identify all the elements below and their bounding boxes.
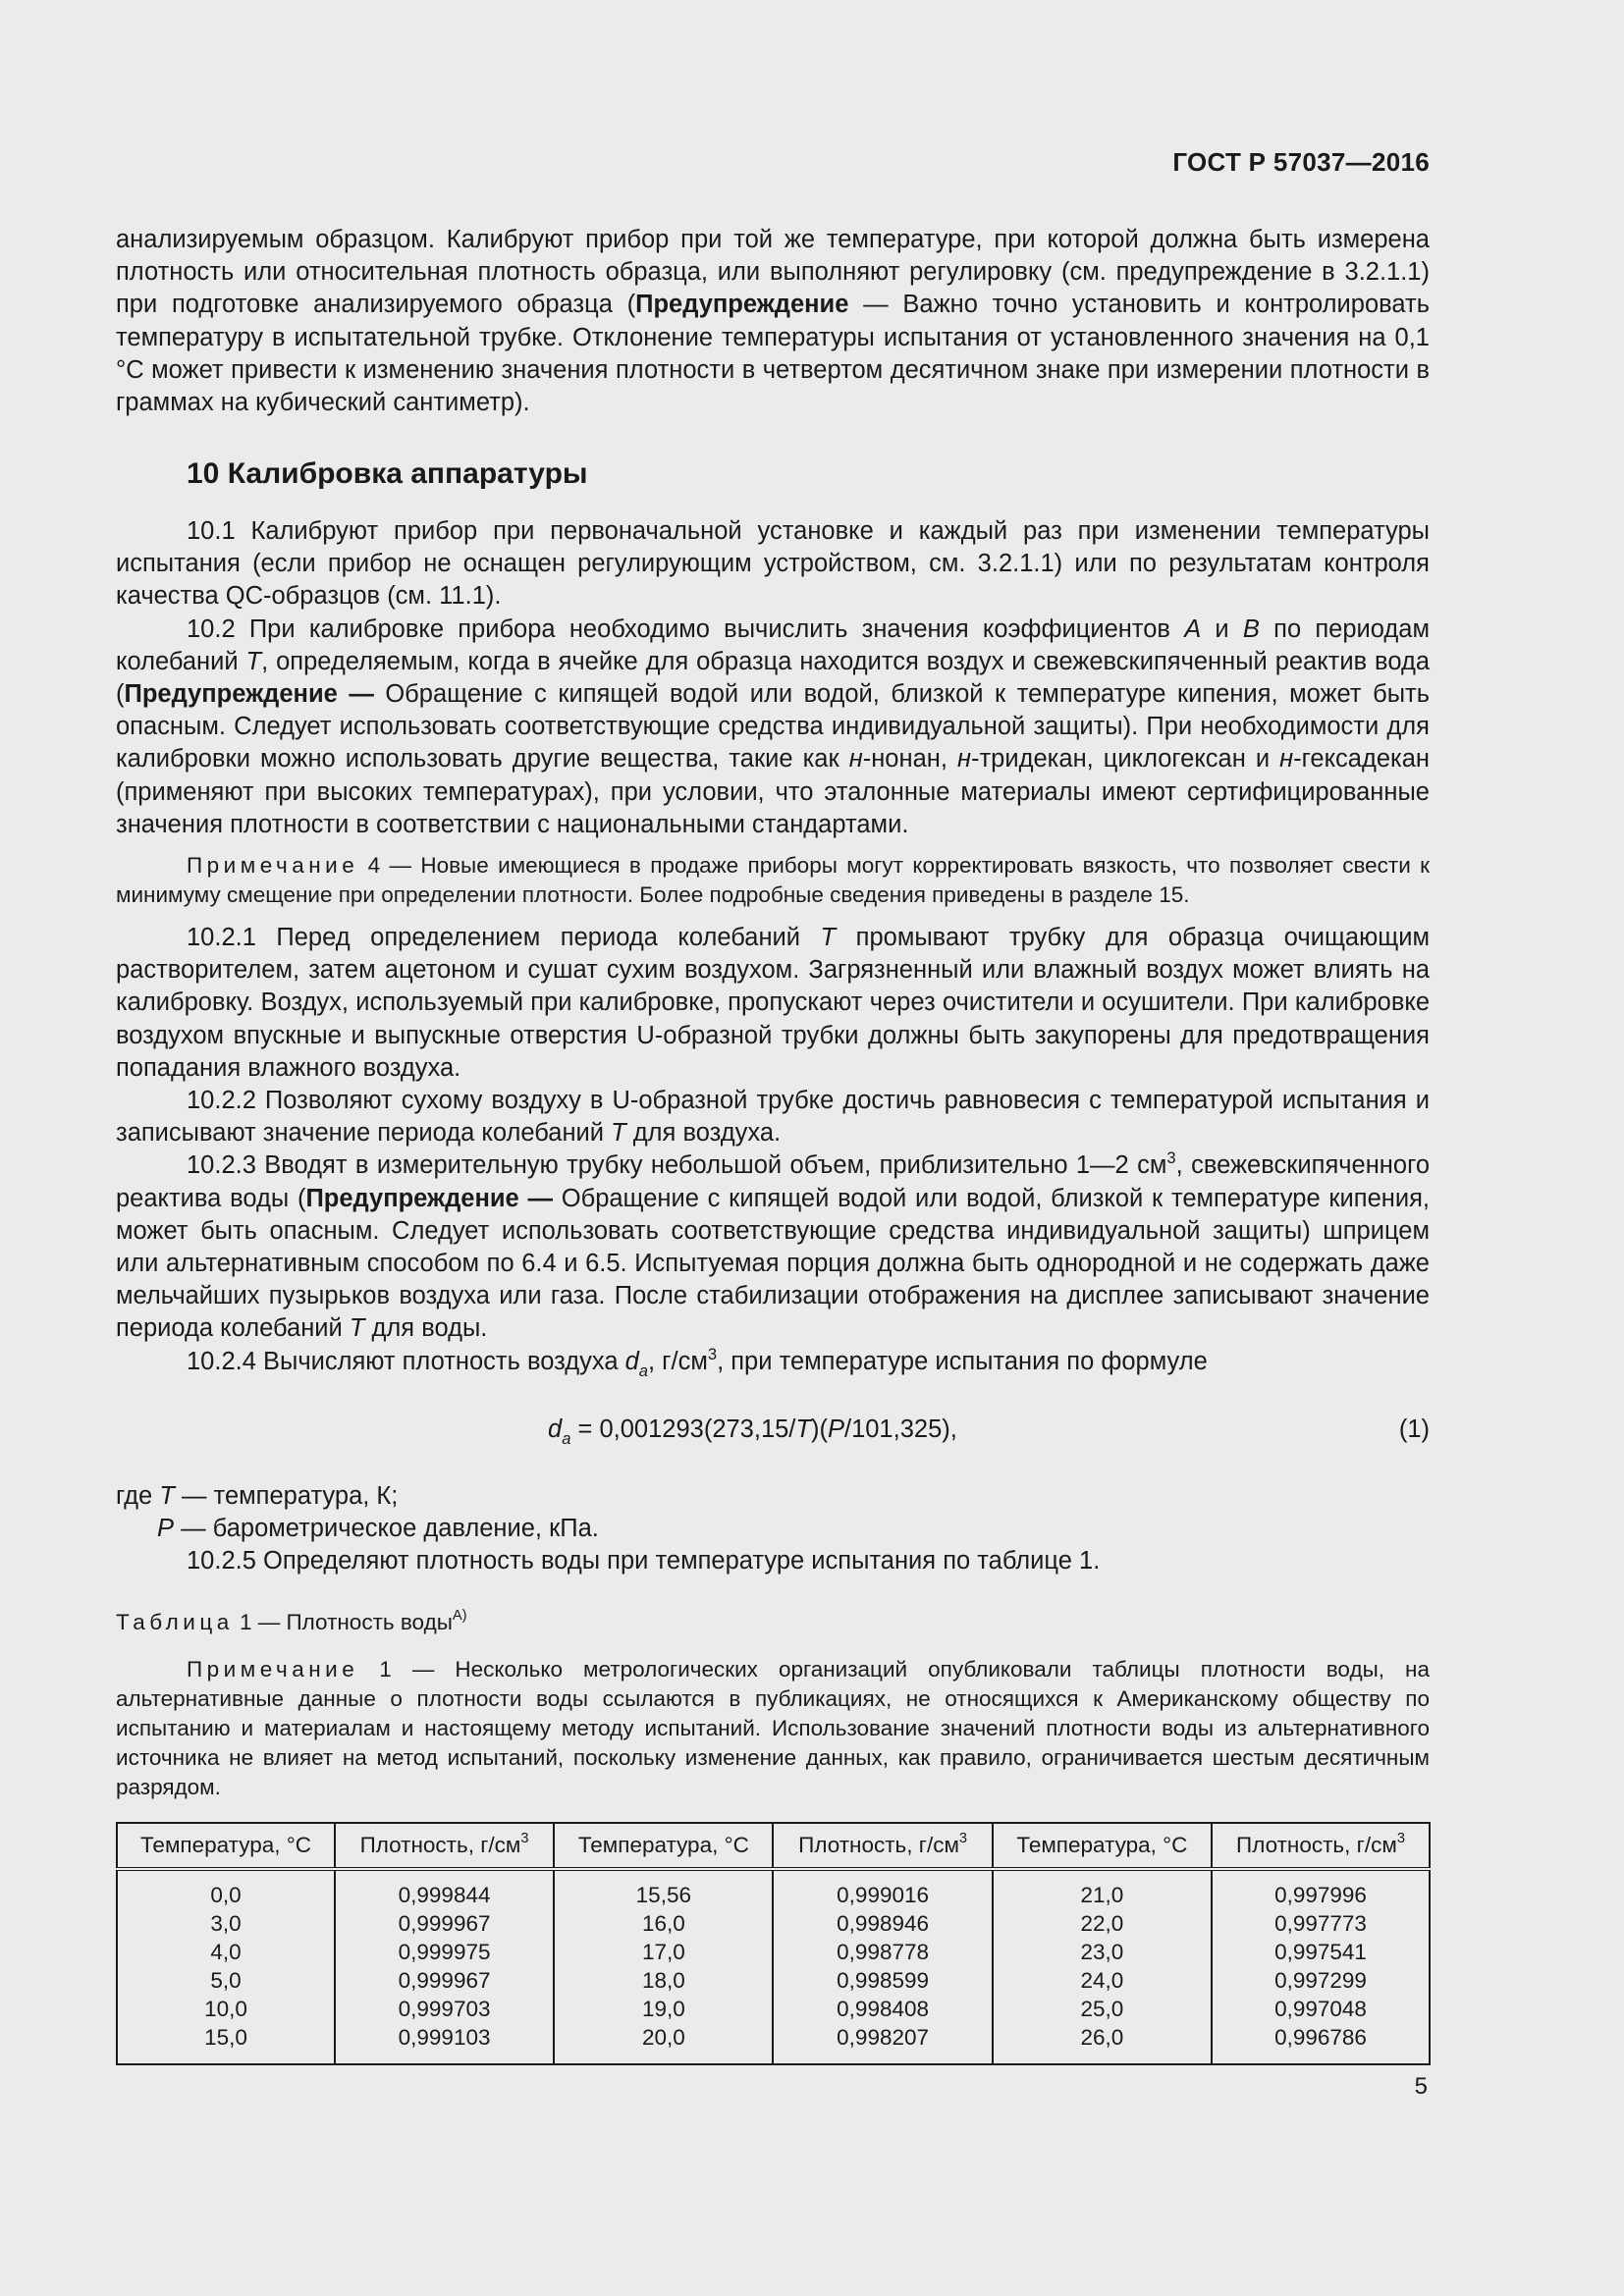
water-density-table [116,1822,1431,2065]
paragraph-10-2-4: 10.2.4 Вычисляют плотность воздуха $d_a$, $г/см^3$, при температуре испытания по формуле [187,1344,1208,1380]
col-density-3: Плотность, $г/см^3$ [1212,1823,1430,1869]
note-1: Примечание 1 — Несколько метрологических организаций опубликовали таблицы плотности воды, на альтернативные данные о плотности воды ссылаются в публикациях, не относящихся к Американскому обществу по испытанию и материалам и настоящему методу испытаний. Использование значений плотности воды из альтернативного источника не влияет на метод испытаний, поскольку изменение данных, как правило, ограничивается шестым десятичным разрядом. [116,1657,1430,1799]
warning-label: Предупреждение [635,291,849,319]
definition-p: Р — барометрическое давление, кПа. [157,1515,599,1543]
document-id-header: ГОСТ Р 57037—2016 [1172,147,1430,177]
paragraph-10-2: 10.2 При калибровке прибора необходимо вычислить значения коэффициентов А и В по периодам колебаний Т, определяемым, когда в ячейке для образца находится воздух и свежевскипяченный реактив вода (Предупреждение — Обращение с кипящей водой или водой, близкой к температуре кипения, может быть опасным. Следует использовать соответствующие средства индивидуальной защиты). При необходимости для калибровки можно использовать другие вещества, такие как н-нонан, н-тридекан, циклогексан и н-гексадекан (применяют при высоких температурах), при условии, что эталонные материалы имеют сертифицированные значения плотности в соответствии с национальными стандартами. [116,614,1430,838]
definition-t: где Т — температура, К; [116,1482,399,1510]
col-density-2: Плотность, $г/см^3$ [773,1823,992,1869]
table-row: 4,0 0,999975 17,0 0,998778 23,0 0,997541 [117,1938,1430,1966]
col-temperature-2: Температура, °С [554,1823,773,1869]
table-row: 10,0 0,999703 19,0 0,998408 25,0 0,997048 [117,1995,1430,2023]
table-row: 5,0 0,999967 18,0 0,998599 24,0 0,997299 [117,1966,1430,1995]
col-temperature-3: Температура, °С [993,1823,1212,1869]
col-temperature-1: Температура, °С [117,1823,335,1869]
note-4: Примечание 4 — Новые имеющиеся в продаже приборы могут корректировать вязкость, что позволяет свести к минимуму смещение при определении плотности. Более подробные сведения приведены в разделе 15. [116,853,1430,908]
intro-text-a: анализируемым образцом. Калибруют прибор при той же температуре, при которой должна быть измерена плотность или относительная плотность образца, или выполняют регулировку (см. предупреждение в 3.2.1.1) при подготовке анализируемого образца ( [116,226,1430,319]
formula-definitions [116,1480,1430,1578]
table-caption: Таблица 1 — Плотность воды$^{А)}$ [116,1608,467,1634]
col-density-1: Плотность, $г/см^3$ [335,1823,554,1869]
table-row: 0,0 0,999844 15,56 0,999016 21,0 0,997996 [117,1869,1430,1909]
paragraph-10-2-1: 10.2.1 Перед определением периода колебаний Т промывают трубку для образца очищающим растворителем, затем ацетоном и сушат сухим воздухом. Загрязненный или влажный воздух может влиять на калибровку. Воздух, используемый при калибровке, пропускают через очистители и осушители. При калибровке воздухом впускные и выпускные отверстия U-образной трубки должны быть закупорены для предотвращения попадания влажного воздуха. [116,924,1430,1082]
page-number: 5 [1414,2073,1428,2100]
formula-expression: $d_a = 0,001293(273,15/Т)(Р/101,325)$, [548,1415,957,1448]
note-label: Примечание [187,853,359,879]
intro-paragraph [116,224,1430,419]
section-title: 10 Калибровка аппаратуры [187,457,588,490]
paragraph-10-2-2: 10.2.2 Позволяют сухому воздуху в U-образной трубке достичь равновесия с температурой испытания и записывают значение периода колебаний Т для воздуха. [116,1087,1430,1148]
section-10-body [116,515,1430,1378]
formula-number: (1) [1398,1415,1430,1443]
table-header-row [117,1823,1430,1869]
paragraph-10-1: 10.1 Калибруют прибор при первоначальной установке и каждый раз при изменении температуры испытания (если прибор не оснащен регулирующим устройством, см. 3.2.1.1) или по результатам контроля качества QC-образцов (см. 11.1). [116,517,1430,611]
paragraph-10-2-3: 10.2.3 Вводят в измерительную трубку небольшой объем, приблизительно 1—2 $см^3$, свежевскипяченного реактива воды (Предупреждение — Обращение с кипящей водой или водой, близкой к температуре кипения, может быть опасным. Следует использовать соответствующие средства индивидуальной защиты) шприцем или альтернативным способом по 6.4 и 6.5. Испытуемая порция должна быть однородной и не содержать даже мельчайших пузырьков воздуха или газа. После стабилизации отображения на дисплее записывают значение периода колебаний Т для воды. [116,1148,1430,1343]
table-row: 15,0 0,999103 20,0 0,998207 26,0 0,996786 [117,2023,1430,2064]
intro-text-b: — Важно точно установить и контролировать температуру в испытательной трубке. Отклонение температуры испытания от установленного значения на 0,1 °С может привести к изменению значения плотности в четвертом десятичном знаке при измерении плотности в граммах на кубический сантиметр). [116,291,1430,417]
paragraph-10-2-5: 10.2.5 Определяют плотность воды при температуре испытания по таблице 1. [187,1547,1101,1575]
note-label: Примечание [187,1657,359,1682]
table-row: 3,0 0,999967 16,0 0,998946 22,0 0,997773 [117,1909,1430,1938]
